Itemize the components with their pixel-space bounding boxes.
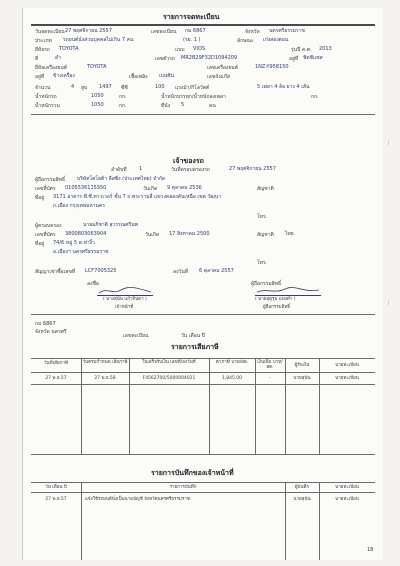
body-value: เก๋งสองตอน (263, 37, 289, 43)
tax-row-registrar: นายทะเบียน (335, 376, 359, 381)
rights-holder-name: ( นายอุดุรุม แพงดำ ) (255, 297, 296, 302)
fuel-label: เชื้อเพลิง (129, 74, 148, 80)
color-value: ดำ (55, 55, 62, 61)
holder-name: นายอภิชาติ สุวรรณศรีนพ (83, 222, 138, 228)
holder-id-label: เลขที่บัตร (35, 232, 56, 238)
sign-left-label: ลงชื่อ (87, 281, 99, 287)
officer-col-entry: รายการบันทึก (169, 485, 197, 490)
year-value: 2013 (319, 46, 332, 52)
tax-section-title: รายการเสียภาษี (171, 343, 219, 351)
tax-row-due: 27 พ.ย.58 (94, 376, 116, 381)
holder-addr-label: ที่อยู่ (35, 241, 45, 247)
cc-value: 1497 (99, 84, 112, 90)
tax-col-receipt: ใบเสร็จรับเงิน เลขที่/ลงวันที่ (142, 360, 196, 365)
owner-addr: 3171 อาคาร พี.ซี.ทาวเวอร์ ชั้น 7 ถ.พระรามสี่ แขวงคลองตันเหนือ เขต วัฒนา (53, 194, 221, 200)
chassis-loc-label: อยู่ที่ (289, 56, 299, 62)
owner-dob-label: วันเกิด (143, 186, 158, 192)
owner-dob: 9 ตุลาคม 2536 (167, 185, 202, 191)
tax-col-extra: เงินเพิ่ม บาท/สต. (257, 360, 283, 371)
officer-name: ( นางสุนัน แก้วจินดา ) (103, 297, 147, 302)
officer-table-top (31, 482, 375, 483)
owner-addr-label: ที่อยู่ (35, 195, 45, 201)
plate-label: เลขทะเบียน (151, 29, 177, 35)
officer-row-recorder: นายสุนัน (293, 497, 311, 502)
holder-addr: 74/6 หมู่ 5 ต.ท่างิ้ว (53, 240, 95, 246)
officer-col-date: วัน เดือน ปี (45, 485, 67, 490)
tax-col-registrar: นายทะเบียน (335, 363, 359, 368)
prev-plate: กม 6867 (35, 321, 56, 327)
type-code: (รย. 1 ) (183, 37, 201, 43)
owner-date-label: วันที่ครอบครองรถ (171, 167, 210, 173)
officer-col-registrar: นายทะเบียน (335, 485, 359, 490)
page-number: 18 (367, 547, 374, 553)
tax-row-amount: 1,845.00 (221, 376, 243, 381)
owner-date: 27 พฤศจิกายน 2557 (229, 166, 276, 172)
tank-label: เลขถังแก๊ส (207, 74, 230, 80)
contract-no: LCF7005325 (85, 268, 117, 274)
load-label: น้ำหนักบรรทุก/น้ำหนักลงเพลา (161, 94, 226, 100)
officer-row-date: 27 พ.ย.57 (45, 497, 67, 502)
tax-row-extra: - (269, 376, 271, 381)
holder-nat: ไทย (285, 231, 294, 237)
color-label: สี (35, 56, 39, 62)
engine-brand-value: TOYOTA (87, 64, 107, 70)
engine-no-label: เลขเครื่องยนต์ (207, 65, 238, 71)
contract-label: สัญญาเช่าซื้อเลขที่ (35, 269, 76, 275)
tax-row-receipt: F4562700/5000004021 (142, 376, 196, 381)
owner-seq: 1 (139, 166, 143, 172)
tax-row-receiver: นายสุนัน (293, 376, 311, 381)
officer-row-registrar: นายทะเบียน (335, 497, 359, 502)
chassis-label: เลขตัวรถ (155, 56, 175, 62)
holder-tel-label: โทร. (257, 260, 268, 266)
tax-col-amount: ค่าภาษี บาท/สต. (215, 360, 249, 365)
engine-loc-value: ข้างเครื่อง (53, 73, 75, 79)
engine-no-value: 1NZ-Y958150 (255, 64, 289, 70)
owner-section-title: เจ้าของรถ (173, 157, 204, 165)
rights-holder-label: ผู้ถือกรรมสิทธิ์ (35, 177, 66, 183)
tax-table-row-bottom (31, 384, 375, 385)
tax-table-header-bottom (31, 372, 375, 373)
sign-right-label: ผู้ถือกรรมสิทธิ์ (251, 281, 282, 287)
holder-label: ผู้ครอบครอง (35, 223, 62, 229)
axles-value: 5 เพลา 4 ล้อ ยาง 4 เส้น (257, 84, 310, 90)
seats-label: ที่นั่ง (161, 103, 171, 109)
hp-value: 100 (155, 84, 165, 90)
province-value: นครศรีธรรมราช (269, 28, 305, 34)
side-mark: | (388, 140, 390, 145)
holder-addr2: อ.เมืองฯ นครศรีธรรมราช (53, 249, 109, 255)
tax-row-date: 27 พ.ย.57 (45, 376, 67, 381)
engine-brand-label: ยี่ห้อเครื่องยนต์ (35, 65, 68, 71)
tax-reg-label: เลขทะเบียน (123, 333, 149, 339)
tax-col-due: วันครบกำหนด เสียภาษี (82, 360, 128, 365)
doc-title: รายการจดทะเบียน (163, 13, 220, 21)
cyl-unit: สูบ (81, 85, 88, 91)
engine-loc-label: อยู่ที่ (35, 74, 45, 80)
chassis-value: MR2B29F32D1094209 (181, 55, 238, 61)
officer-section-title: รายการบันทึกของเจ้าหน้าที่ (151, 469, 234, 477)
header-rule (31, 24, 375, 26)
cyl-label: จำนวน (35, 85, 51, 91)
rights-holder: บริษัทโตโยต้า ลีสซิ่ง (ประเทศไทย) จำกัด (77, 176, 166, 182)
owner-addr2: ก.เมือง กรุงเทพมหานคร (53, 203, 105, 209)
model-label: แบบ (175, 47, 185, 53)
cyl-value: 4 (71, 84, 75, 90)
tax-col-date: วันที่เสียภาษี (44, 361, 68, 366)
officer-row-entry: แจ้งใช้รถยนต์นั่งเป็นนามบัญชี จังหวัดนครศรีธรรมราช (85, 497, 190, 502)
brand-value: TOYOTA (59, 46, 79, 52)
prev-province: จังหวัด นครศรี (35, 329, 67, 335)
reg-date-label: วันจดทะเบียน (35, 29, 65, 35)
rights-holder-signature (255, 286, 321, 296)
contract-date-label: ลงวันที่ (173, 269, 189, 275)
hp-label: แรงม้า/กิโลวัตต์ (175, 85, 210, 91)
model-value: VIOS (193, 46, 206, 52)
officer-col-recorder: ผู้บันทึก (294, 485, 310, 490)
tax-table-bottom (31, 454, 375, 455)
owner-id: 0105536115350 (65, 185, 107, 191)
officer-role: เจ้าหน้าที่ (115, 305, 134, 310)
weight-label: น้ำหนักรถ (35, 94, 57, 100)
weight-unit: กก. (119, 94, 127, 100)
holder-id: 3800803063904 (65, 231, 107, 237)
owner-nat-label: สัญชาติ (257, 186, 274, 192)
seats-value: 5 (181, 102, 185, 108)
load-unit: กก. (311, 94, 319, 100)
section-divider (31, 114, 375, 115)
year-label: รุ่นปี ค.ศ. (291, 47, 312, 53)
fuel-value: เบนซิน (159, 73, 175, 79)
owner-id-label: เลขที่บัตร (35, 186, 56, 192)
cc-unit: ซีซี (121, 85, 128, 91)
owner-seq-label: ลำดับที่ (111, 167, 127, 173)
section-divider-2 (31, 314, 375, 315)
registration-document (22, 8, 383, 560)
tax-table-top (31, 358, 375, 359)
body-label: ลักษณะ (237, 38, 254, 44)
side-mark-2: | (388, 300, 390, 305)
seats-unit: คน (209, 103, 216, 109)
tax-col-receiver: ผู้รับเงิน (294, 363, 310, 368)
officer-table-header-bottom (31, 492, 375, 493)
owner-tel-label: โทร. (257, 214, 268, 220)
holder-dob-label: วันเกิด (145, 232, 160, 238)
type-value: รถยนต์นั่งส่วนบุคคลไม่เกิน 7 คน (63, 37, 134, 43)
tax-day-label: วัน เดือน ปี (181, 333, 205, 339)
rights-holder-role: ผู้ถือกรรมสิทธิ์ (263, 305, 291, 310)
total-label: น้ำหนักรวม (35, 103, 60, 109)
brand-label: ยี่ห้อรถ (35, 47, 50, 53)
total-value: 1050 (91, 102, 104, 108)
chassis-loc-value: ชิดซีแชส (303, 55, 323, 61)
officer-signature (97, 286, 153, 296)
holder-nat-label: สัญชาติ (257, 232, 274, 238)
province-label: จังหวัด (245, 29, 260, 35)
plate-value: กม 6867 (185, 28, 206, 34)
total-unit: กก. (119, 103, 127, 109)
contract-date: 6 ตุลาคม 2557 (199, 268, 234, 274)
reg-date: 27 พฤศจิกายน 2557 (65, 28, 112, 34)
holder-dob: 17 สิงหาคม 2500 (169, 231, 210, 237)
type-label: ประเภท (35, 38, 52, 44)
weight-value: 1050 (91, 93, 104, 99)
